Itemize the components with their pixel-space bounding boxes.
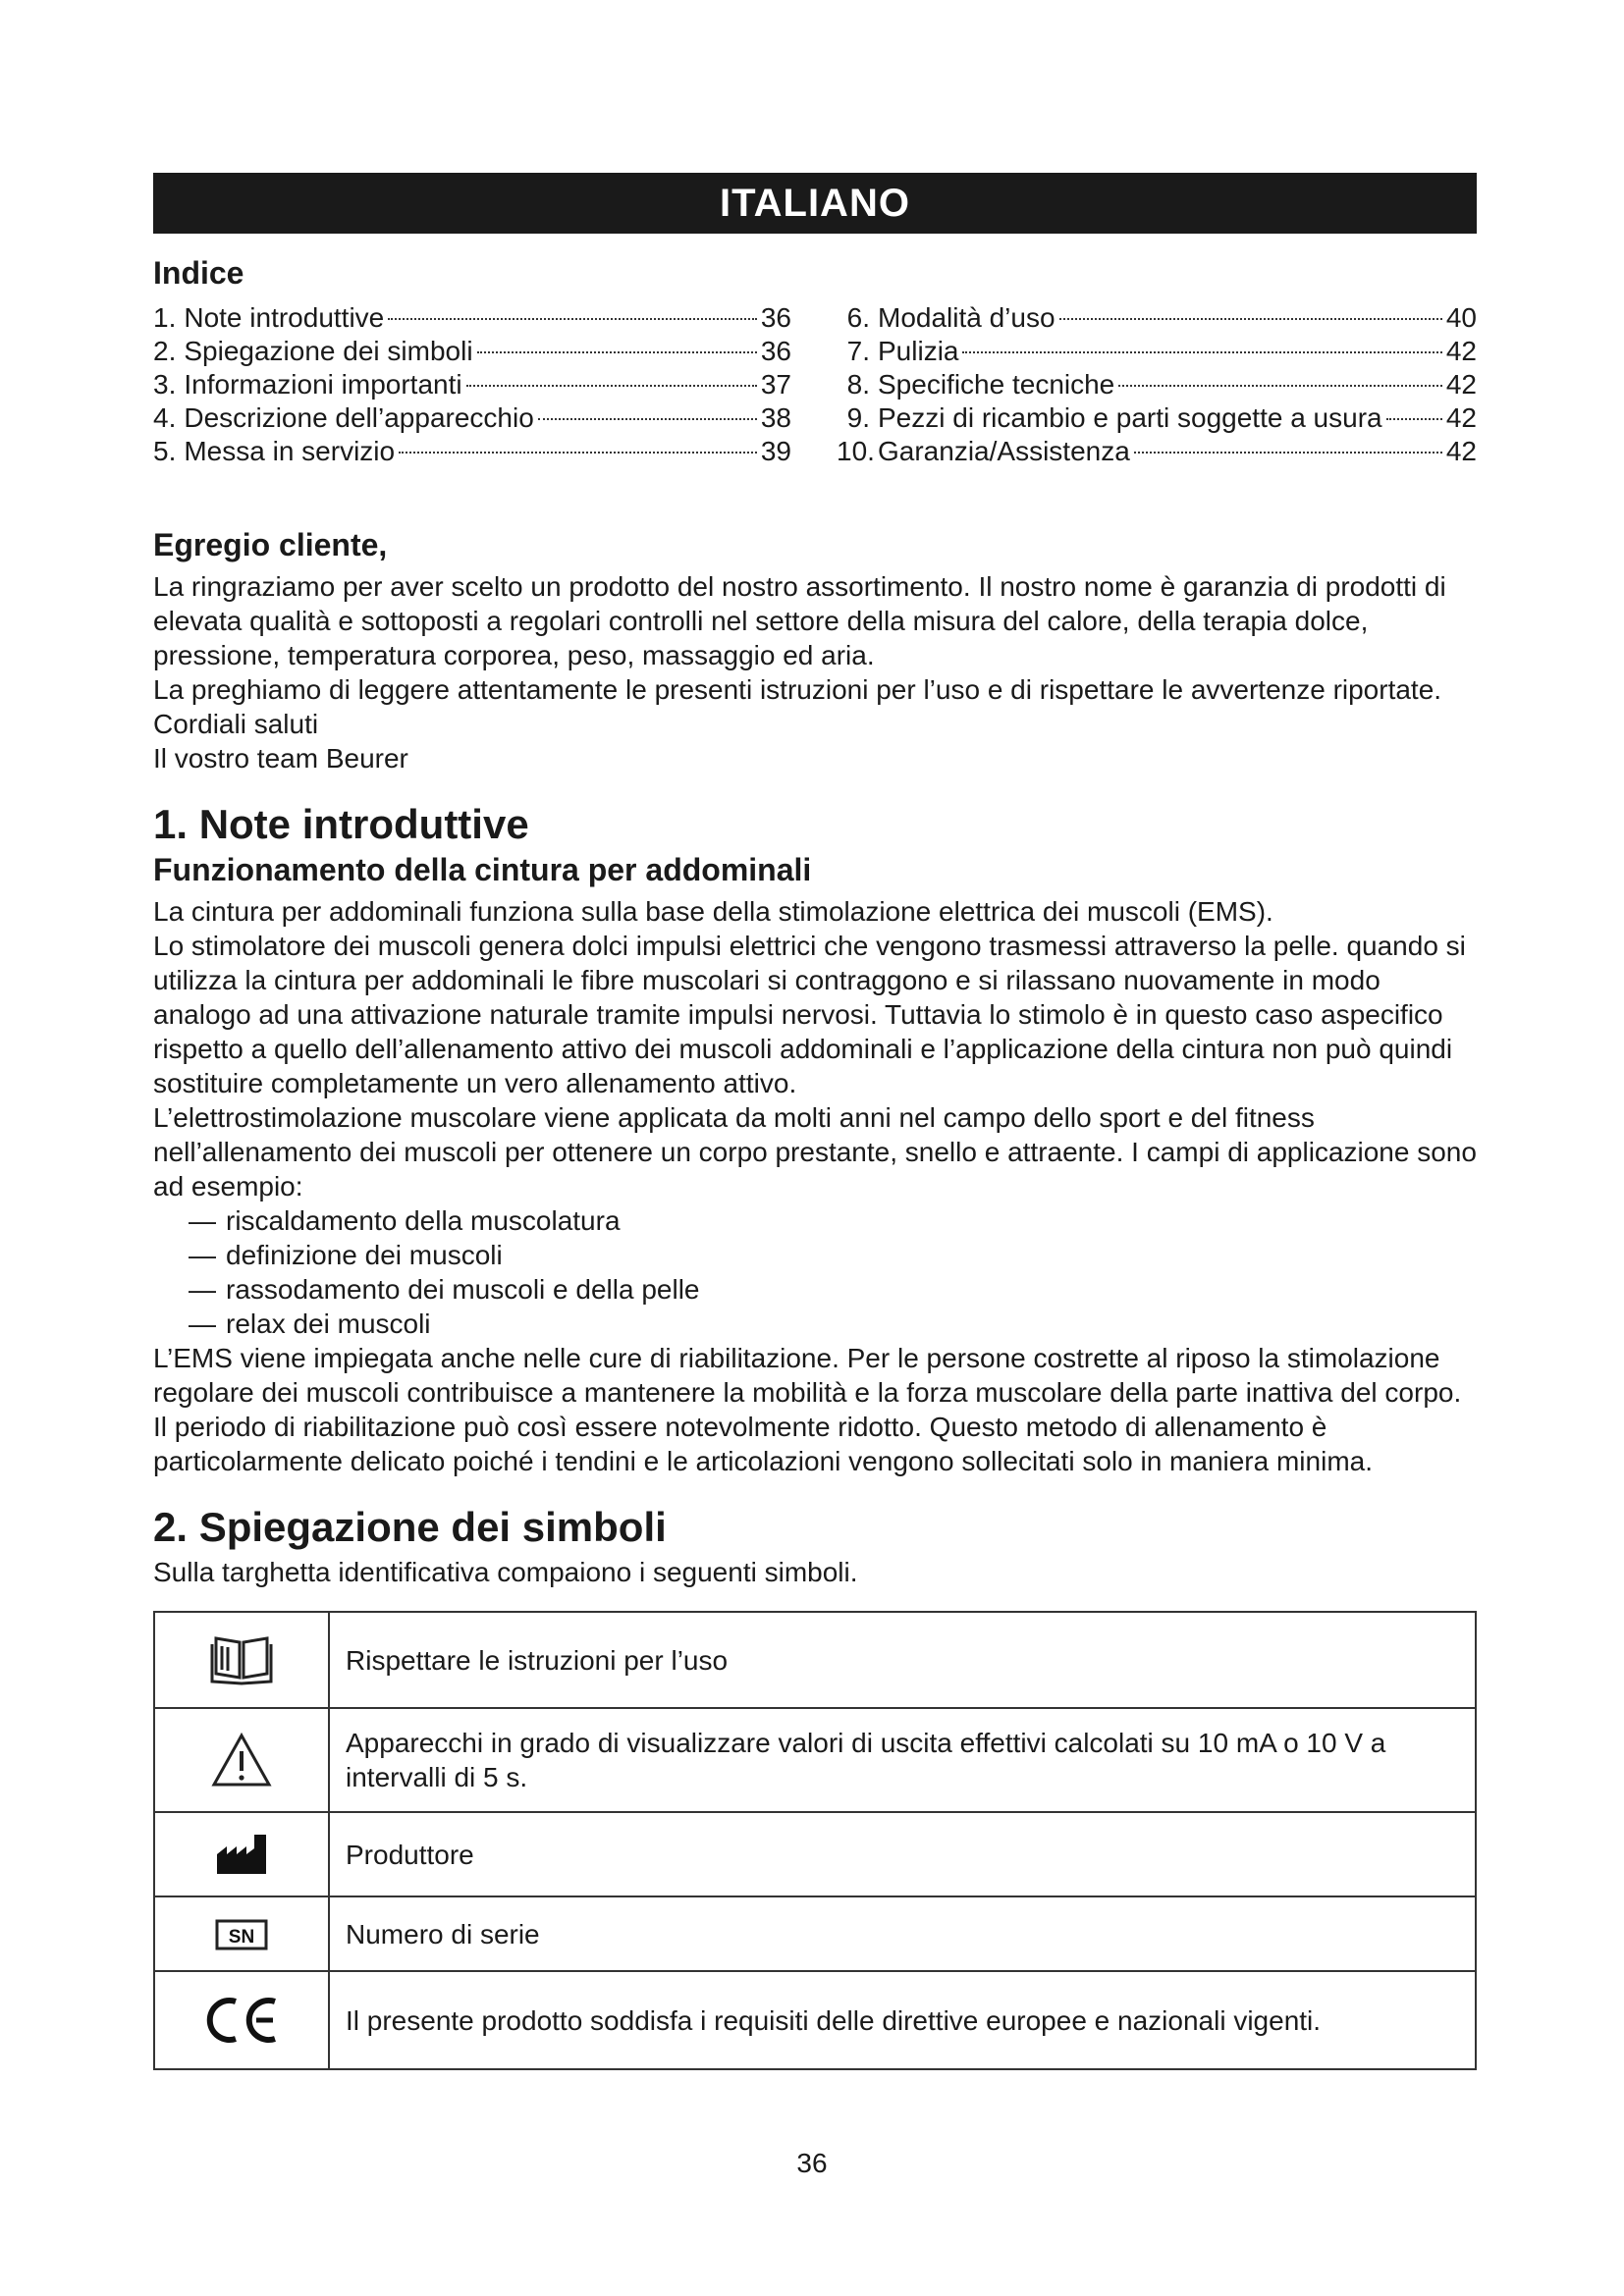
toc-entry[interactable] [153, 368, 791, 401]
toc-title: Indice [153, 255, 244, 291]
toc-entry-number: 8. [846, 369, 870, 400]
list-item: — riscaldamento della muscolatura [189, 1203, 1477, 1238]
toc-entry-page: 42 [1445, 436, 1477, 466]
toc-left-column [153, 301, 791, 468]
symbol-description: Apparecchi in grado di visualizzare valori di uscita effettivi calcolati su 10 mA o 10 V a intervalli di 5 s. [329, 1708, 1476, 1812]
toc-entry[interactable] [153, 401, 791, 435]
greeting-title: Egregio cliente, [153, 527, 388, 562]
serial-number-icon [215, 1918, 268, 1951]
toc-entry[interactable] [153, 435, 791, 468]
toc-entry-number: 6. [846, 302, 870, 333]
application-list [153, 1203, 1477, 1341]
section-2-intro: Sulla targhetta identificativa compaiono i seguenti simboli. [153, 1557, 858, 1587]
toc-entry-number: 4. [153, 402, 177, 433]
toc-entry-number: 7. [846, 336, 870, 366]
table-row [154, 1896, 1476, 1971]
section-1-paragraph: La cintura per addominali funziona sulla base della stimolazione elettrica dei muscoli (EMS). [153, 896, 1273, 927]
toc-entry-label: Modalità d’uso [878, 302, 1056, 333]
symbols-table [153, 1611, 1477, 2070]
table-row [154, 1812, 1476, 1896]
toc-entry-number: 2. [153, 336, 177, 366]
language-banner: ITALIANO [153, 173, 1477, 234]
symbol-description: Il presente prodotto soddisfa i requisiti delle direttive europee e nazionali vigenti. [329, 1971, 1476, 2069]
toc-entry-number: 1. [153, 302, 177, 333]
table-of-contents [153, 301, 1477, 468]
toc-entry-number: 9. [846, 402, 870, 433]
toc-entry-label: Garanzia/Assistenza [878, 436, 1130, 466]
table-row [154, 1971, 1476, 2069]
toc-entry[interactable] [837, 435, 1477, 468]
toc-entry-page: 40 [1445, 302, 1477, 333]
sign-team: Il vostro team Beurer [153, 743, 408, 774]
ce-mark-icon [202, 1994, 281, 2047]
section-2-title: 2. Spiegazione dei simboli [153, 1504, 667, 1550]
toc-entry[interactable] [837, 335, 1477, 368]
toc-entry[interactable] [837, 368, 1477, 401]
toc-entry-label: Informazioni importanti [184, 369, 462, 400]
toc-entry-label: Note introduttive [184, 302, 385, 333]
section-1-paragraph: Lo stimolatore dei muscoli genera dolci impulsi elettrici che vengono trasmessi attraverso la pelle. quando si utilizza la cintura per addominali le fibre muscolari si contraggono e si rilassano nuovamente in modo analogo ad una attivazione naturale tramite impulsi nervosi. Tuttavia lo stimolo è in questo caso aspecifico rispetto a quello dell’allenamento attivo dei muscoli addominali e l’applicazione della cintura non può quindi sostituire completamente un vero allenamento attivo. [153, 931, 1466, 1098]
page-number: 36 [796, 2148, 828, 2178]
svg-text:SN: SN [228, 1927, 255, 1949]
greeting-text: La ringraziamo per aver scelto un prodotto del nostro assortimento. Il nostro nome è garanzia di prodotti di elevata qualità e sottoposti a regolari controlli nel settore della misura del calore, della terapia dolce, pressione, temperatura corporea, peso, massaggio ed aria. [153, 571, 1446, 670]
toc-entry-number: 5. [153, 436, 177, 466]
manual-book-icon [210, 1632, 273, 1687]
toc-entry-label: Descrizione dell’apparecchio [184, 402, 534, 433]
toc-entry[interactable] [837, 301, 1477, 335]
toc-entry-label: Pulizia [878, 336, 959, 366]
toc-entry-label: Specifiche tecniche [878, 369, 1115, 400]
toc-entry-page: 39 [760, 436, 791, 466]
toc-right-column [837, 301, 1477, 468]
toc-leader-dots [1134, 452, 1442, 454]
toc-entry-page: 37 [760, 369, 791, 400]
greeting-text-2: La preghiamo di leggere attentamente le presenti istruzioni per l’uso e di rispettare le avvertenze riportate. [153, 674, 1442, 705]
section-1-paragraph: L’EMS viene impiegata anche nelle cure di riabilitazione. Per le persone costrette al riposo la stimolazione regolare dei muscoli contribuisce a mantenere la mobilità e la forza muscolare della parte inattiva del corpo. Il periodo di riabilitazione può così essere notevolmente ridotto. Questo metodo di allenamento è particolarmente delicato poiché i tendini e le articolazioni vengono sollecitati solo in maniera minima. [153, 1343, 1462, 1476]
toc-entry-page: 42 [1445, 402, 1477, 433]
symbol-description: Rispettare le istruzioni per l’uso [329, 1612, 1476, 1708]
toc-leader-dots [388, 318, 757, 320]
symbol-description: Produttore [329, 1812, 1476, 1896]
warning-triangle-icon [210, 1732, 273, 1789]
toc-entry-page: 38 [760, 402, 791, 433]
toc-leader-dots [1118, 385, 1442, 387]
toc-entry-label: Messa in servizio [184, 436, 396, 466]
section-1-paragraph: L’elettrostimolazione muscolare viene applicata da molti anni nel campo dello sport e del fitness nell’allenamento dei muscoli per ottenere un corpo prestante, snello e attraente. I campi di applicazione sono ad esempio: [153, 1102, 1477, 1201]
toc-entry-page: 36 [760, 302, 791, 333]
toc-entry[interactable] [153, 335, 791, 368]
manufacturer-factory-icon [215, 1833, 268, 1876]
section-1-title: 1. Note introduttive [153, 801, 529, 847]
toc-leader-dots [538, 418, 757, 420]
toc-entry-label: Spiegazione dei simboli [184, 336, 473, 366]
toc-leader-dots [1386, 418, 1442, 420]
toc-leader-dots [466, 385, 757, 387]
table-row [154, 1708, 1476, 1812]
list-item: — relax dei muscoli [189, 1307, 1477, 1341]
toc-entry-page: 36 [760, 336, 791, 366]
list-item: — rassodamento dei muscoli e della pelle [189, 1272, 1477, 1307]
symbol-description: Numero di serie [329, 1896, 1476, 1971]
sign-off: Cordiali saluti [153, 709, 319, 739]
toc-leader-dots [1059, 318, 1442, 320]
list-item: — definizione dei muscoli [189, 1238, 1477, 1272]
toc-entry[interactable] [837, 401, 1477, 435]
toc-leader-dots [962, 351, 1441, 353]
toc-leader-dots [477, 351, 757, 353]
toc-entry-page: 42 [1445, 336, 1477, 366]
toc-entry-page: 42 [1445, 369, 1477, 400]
manual-page [153, 173, 1477, 2070]
table-row [154, 1612, 1476, 1708]
section-1-subtitle: Funzionamento della cintura per addominali [153, 852, 812, 887]
toc-entry-number: 3. [153, 369, 177, 400]
toc-entry[interactable] [153, 301, 791, 335]
toc-entry-number: 10. [837, 436, 875, 466]
toc-leader-dots [399, 452, 757, 454]
toc-entry-label: Pezzi di ricambio e parti soggette a usura [878, 402, 1382, 433]
